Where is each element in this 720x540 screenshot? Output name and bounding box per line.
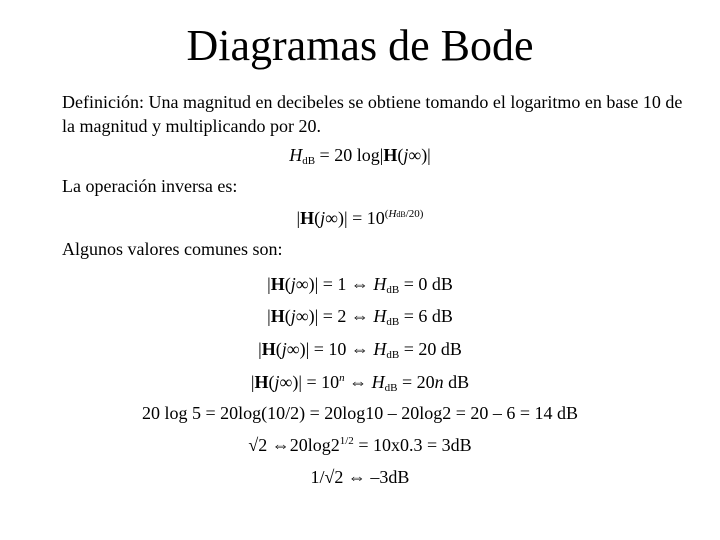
definition-line-1: Definición: Una magnitud en decibeles se obtiene tomando el logaritmo en base 10 de: [62, 92, 683, 112]
inverse-label: La operación inversa es:: [62, 176, 238, 196]
inv-sqrt2-equation: 1/√2 ⇔ –3dB: [310, 467, 410, 487]
row-j: j: [281, 339, 287, 359]
formula-inv-j: j: [320, 208, 326, 228]
row-open: (: [284, 274, 291, 294]
power-row-arrow: [345, 372, 372, 392]
formula-inv-pre: |: [296, 208, 301, 228]
formula-db-inf: ∞: [408, 145, 422, 165]
row-magnitude: 2: [337, 306, 347, 326]
sqrt2-pre: √2 ⇔20log2: [248, 435, 340, 455]
row-hb: H: [261, 339, 276, 359]
common-label: Algunos valores comunes son:: [62, 239, 283, 259]
power-row-eq: )| =: [292, 372, 322, 392]
row-arrow: [346, 339, 373, 359]
row-eq-db: =: [399, 274, 419, 294]
power-row-db-post: dB: [443, 372, 470, 392]
power-row-n: n: [434, 372, 444, 392]
row-eq-db: =: [399, 306, 419, 326]
formula-inverse: [0, 206, 720, 230]
row-arrow-glyph: ⇔: [350, 306, 369, 326]
formula-db-j: j: [403, 145, 409, 165]
row-db-value: 20 dB: [418, 339, 462, 359]
power-row-exp: n: [339, 372, 345, 384]
row-open: (: [284, 306, 291, 326]
power-row-h: H: [371, 372, 385, 392]
formula-db-open: (: [397, 145, 404, 165]
row-inf: ∞: [295, 274, 309, 294]
row-hb: H: [270, 306, 285, 326]
formula-inv-open: (: [314, 208, 321, 228]
row-j: j: [290, 274, 296, 294]
common-value-row: [0, 337, 720, 361]
power-row-inf: ∞: [279, 372, 293, 392]
row-eq: )| =: [308, 274, 338, 294]
row-h: H: [373, 306, 387, 326]
row-h: H: [373, 339, 387, 359]
row-bar: |: [267, 274, 271, 294]
row-sub: dB: [386, 316, 400, 328]
power-row-base: 10: [321, 372, 340, 392]
sqrt2-post: = 10x0.3 = 3dB: [353, 435, 472, 455]
power-row-db-pre: = 20: [397, 372, 435, 392]
common-value-row: [0, 272, 720, 296]
sqrt2-exp: 1/2: [339, 435, 354, 447]
formula-inv-exponent: [385, 208, 424, 220]
power-row-open: (: [268, 372, 275, 392]
formula-db-h: H: [289, 145, 303, 165]
row-sub: dB: [386, 284, 400, 296]
formula-db-sub: dB: [302, 155, 316, 167]
formula-db-hb: H: [383, 145, 398, 165]
formula-inv-exp-h: H: [388, 208, 397, 220]
power-row-sub: dB: [384, 382, 398, 394]
formula-inv-inf: ∞: [325, 208, 339, 228]
row-bar: |: [267, 306, 271, 326]
row-hb: H: [270, 274, 285, 294]
formula-db: [0, 143, 720, 167]
row-bar: |: [258, 339, 262, 359]
power-row-arrow-glyph: ⇔: [349, 372, 368, 392]
definition-text: [62, 90, 692, 138]
formula-inv-hb: H: [300, 208, 315, 228]
formula-db-rest: = 20 log|: [315, 145, 384, 165]
common-value-row: [0, 304, 720, 328]
row-sub: dB: [386, 349, 400, 361]
row-eq-db: =: [399, 339, 419, 359]
row-magnitude: 10: [328, 339, 347, 359]
row-h: H: [373, 274, 387, 294]
log5-equation: 20 log 5 = 20log(10/2) = 20log10 – 20log2 = 20 – 6 = 14 dB: [141, 403, 579, 423]
power-row-bar: |: [250, 372, 255, 392]
row-open: (: [275, 339, 282, 359]
row-arrow: [346, 306, 373, 326]
row-inf: ∞: [295, 306, 309, 326]
sqrt2-equation: [0, 433, 720, 457]
row-arrow-glyph: ⇔: [350, 339, 369, 359]
row-inf: ∞: [286, 339, 300, 359]
power-row-hb: H: [254, 372, 269, 392]
power-row: [0, 370, 720, 394]
formula-inv-exp-post: /20): [405, 208, 424, 220]
power-row-j: j: [274, 372, 280, 392]
formula-db-close: )|: [421, 145, 431, 165]
formula-inv-close: )| = 10: [338, 208, 385, 228]
row-db-value: 0 dB: [418, 274, 453, 294]
row-magnitude: 1: [337, 274, 347, 294]
row-db-value: 6 dB: [418, 306, 453, 326]
page-title: Diagramas de Bode: [186, 21, 534, 70]
formula-inv-exp-pre: (: [384, 208, 389, 220]
row-eq: )| =: [308, 306, 338, 326]
formula-inv-exp-sub: dB: [396, 210, 406, 219]
row-arrow-glyph: ⇔: [350, 274, 369, 294]
definition-line-2: la magnitud y multiplicando por 20.: [62, 116, 321, 136]
row-eq: )| =: [299, 339, 329, 359]
row-j: j: [290, 306, 296, 326]
row-arrow: [346, 274, 373, 294]
